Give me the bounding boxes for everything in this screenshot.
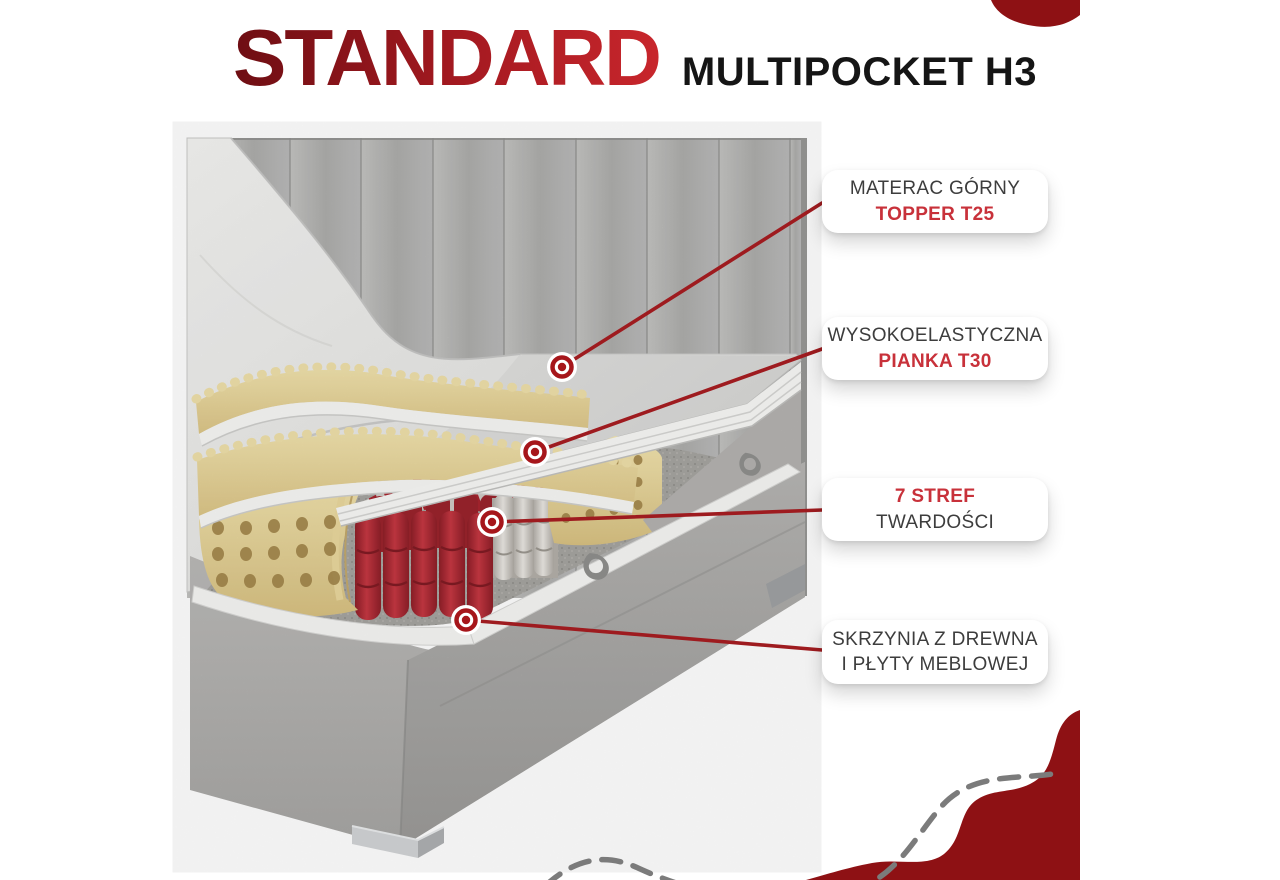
callout-line-1: SKRZYNIA Z DREWNA [832,628,1038,650]
corner-blob-top [991,0,1080,27]
marker-dot-zones [477,507,507,537]
callout-line-2: I PŁYTY MEBLOWEJ [841,654,1029,675]
callout-card-foam [822,317,1048,380]
marker-dot-box [451,605,481,635]
title-brand: STANDARD [232,13,660,102]
callout-line-1: WYSOKOELASTYCZNA [827,325,1043,347]
marker-dot-foam [520,437,550,467]
callout-card-zones [822,478,1048,541]
callout-card-box [822,620,1048,684]
callout-line-2: PIANKA T30 [878,350,992,372]
callout-line-1: 7 STREF [894,486,976,508]
title-model: MULTIPOCKET H3 [681,50,1038,94]
callout-line-2: TWARDOŚCI [875,511,995,533]
marker-dot-topper [547,352,577,382]
callout-line-2: TOPPER T25 [875,203,995,225]
callout-line-1: MATERAC GÓRNY [849,178,1021,200]
callout-card-topper [822,170,1048,233]
corner-blob-bottom [806,710,1080,880]
fabric-texture-overlay [185,136,809,858]
